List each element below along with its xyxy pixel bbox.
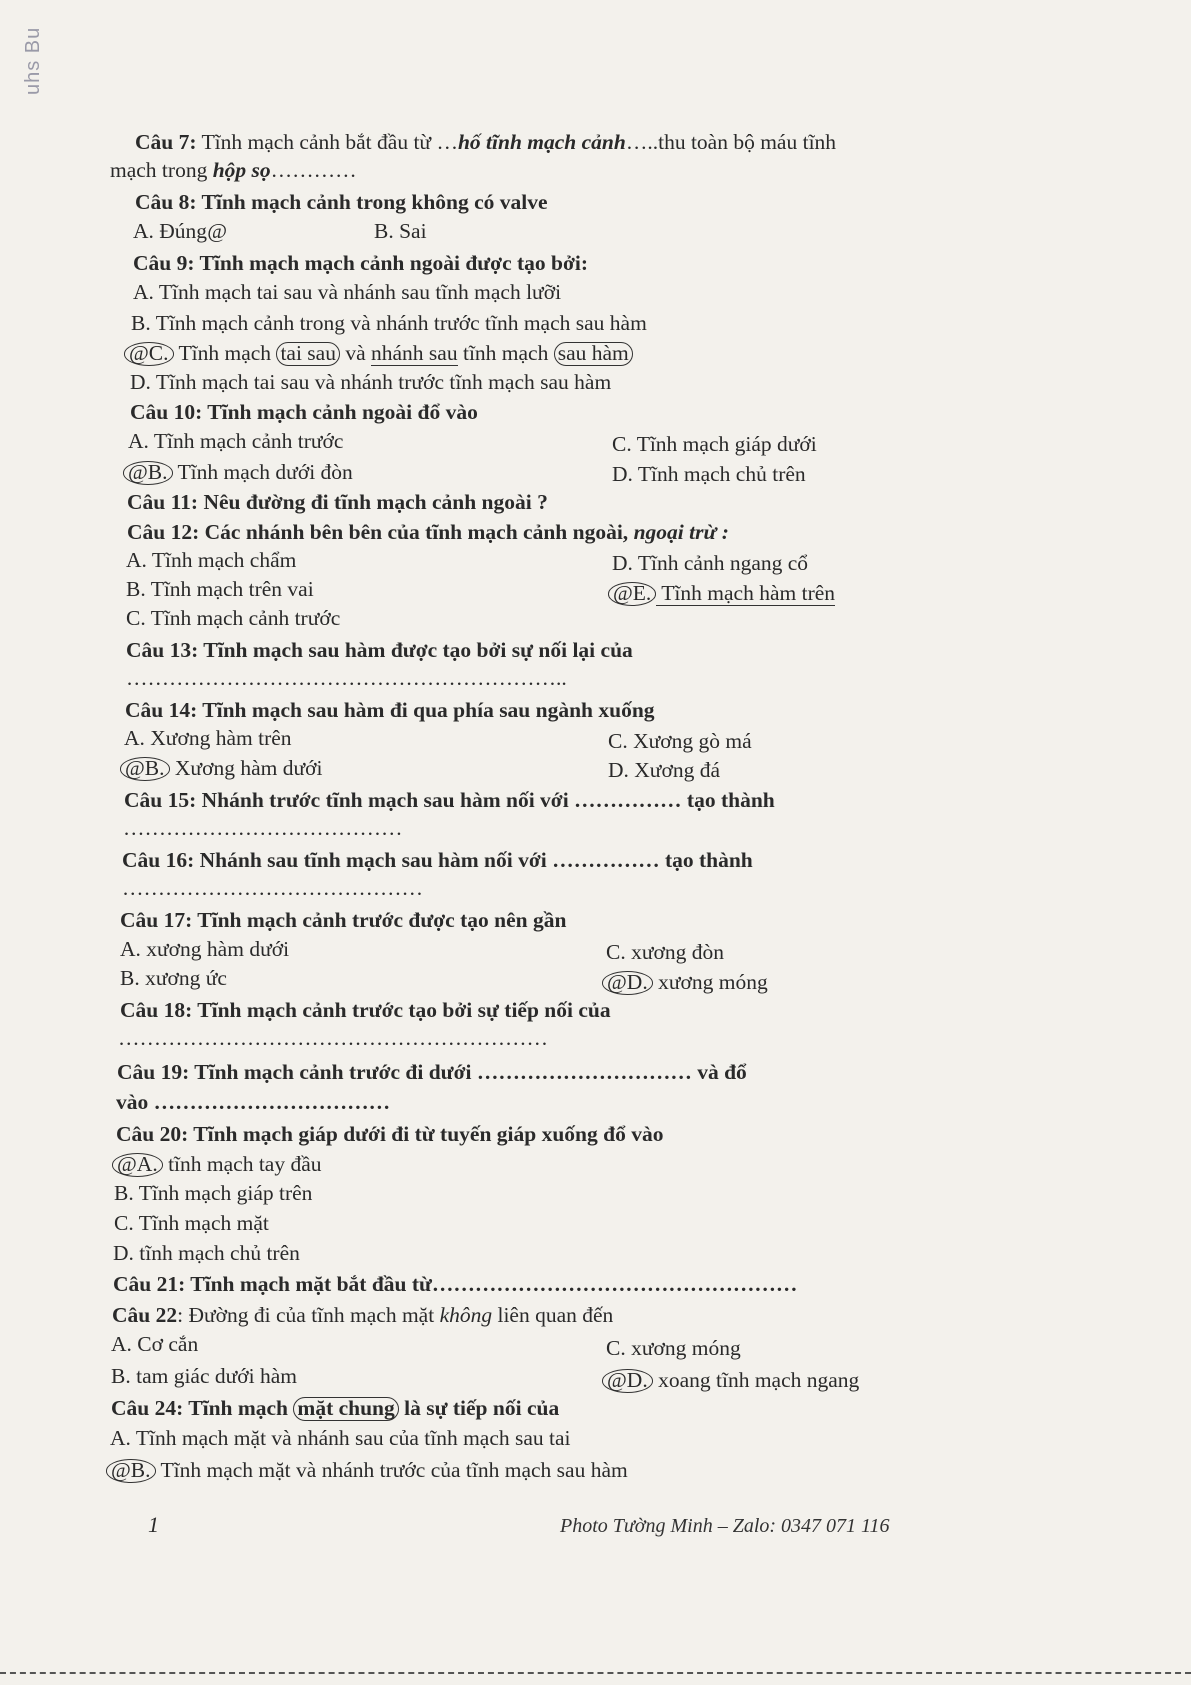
q14-option-c: C. Xương gò má bbox=[608, 729, 752, 753]
q16-blank: …………………………………… bbox=[122, 876, 423, 900]
q12-except: ngoại trừ : bbox=[633, 520, 729, 544]
q10-heading: Câu 10: Tĩnh mạch cảnh ngoài đổ vào bbox=[130, 400, 478, 424]
q14-option-a: A. Xương hàm trên bbox=[124, 726, 292, 750]
q13-blank: …………………………………………………….. bbox=[126, 666, 567, 690]
q7b-fill: hộp sọ bbox=[212, 158, 271, 182]
q9-c-part5: tĩnh mạch bbox=[457, 341, 554, 365]
q8-a-text: A. Đúng bbox=[133, 219, 208, 243]
q24-end: là sự tiếp nối của bbox=[398, 1396, 560, 1420]
q7-line1 bbox=[135, 132, 836, 154]
q8-heading: Câu 8: Tĩnh mạch cảnh trong không có valve bbox=[135, 190, 548, 214]
q12-text: Câu 12: Các nhánh bên bên của tĩnh mạch cảnh ngoài, bbox=[127, 520, 634, 544]
q9-option-d: D. Tĩnh mạch tai sau và nhánh trước tĩnh mạch sau hàm bbox=[130, 370, 612, 394]
q24-text: Câu 24: Tĩnh mạch bbox=[111, 1396, 294, 1420]
q20-heading: Câu 20: Tĩnh mạch giáp dưới đi từ tuyến giáp xuống đổ vào bbox=[116, 1122, 664, 1146]
q14-b-text: Xương hàm dưới bbox=[169, 756, 323, 780]
q10-option-b bbox=[127, 461, 353, 485]
q15-heading: Câu 15: Nhánh trước tĩnh mạch sau hàm nối với …………… tạo thành bbox=[124, 788, 775, 812]
q22-option-c: C. xương móng bbox=[606, 1336, 741, 1360]
q9-option-a: A. Tĩnh mạch tai sau và nhánh sau tĩnh mạch lưỡi bbox=[133, 280, 562, 304]
q19-line2: vào …………………………… bbox=[116, 1090, 391, 1114]
q7-fill: hố tĩnh mạch cảnh bbox=[457, 130, 626, 154]
q9-c-part1: Tĩnh mạch bbox=[178, 341, 277, 365]
q20-a-text: tĩnh mạch tay đầu bbox=[162, 1152, 322, 1176]
q24-heading bbox=[111, 1397, 559, 1421]
q9-c-underlined: nhánh sau bbox=[371, 341, 458, 365]
q24-b-text: Tĩnh mạch mặt và nhánh trước của tĩnh mạch sau hàm bbox=[155, 1458, 628, 1482]
answer-circle: @D. bbox=[602, 971, 653, 995]
q7-label: Câu 7: bbox=[135, 130, 197, 154]
q17-option-a: A. xương hàm dưới bbox=[120, 937, 290, 961]
q9-option-c bbox=[128, 342, 633, 366]
answer-circle: @A. bbox=[112, 1153, 163, 1177]
q7b-text: mạch trong bbox=[110, 158, 213, 182]
q24-option-a: A. Tĩnh mạch mặt và nhánh sau của tĩnh mạch sau tai bbox=[110, 1426, 571, 1450]
q16-heading: Câu 16: Nhánh sau tĩnh mạch sau hàm nối với …………… tạo thành bbox=[122, 848, 753, 872]
q22-option-b: B. tam giác dưới hàm bbox=[111, 1364, 298, 1388]
q12-option-b: B. Tĩnh mạch trên vai bbox=[126, 577, 314, 601]
q17-option-b: B. xương ức bbox=[120, 966, 227, 990]
q22-end: liên quan đến bbox=[492, 1303, 614, 1327]
q20-option-a bbox=[116, 1153, 322, 1177]
q14-heading: Câu 14: Tĩnh mạch sau hàm đi qua phía sau ngành xuống bbox=[125, 698, 655, 722]
q18-blank: …………………………………………………… bbox=[118, 1026, 548, 1050]
q12-option-c: C. Tĩnh mạch cảnh trước bbox=[126, 606, 341, 630]
answer-circle: @B. bbox=[120, 757, 170, 781]
q15-blank: ………………………………… bbox=[123, 816, 403, 840]
q22-option-a: A. Cơ cắn bbox=[111, 1332, 199, 1356]
q17-heading: Câu 17: Tĩnh mạch cảnh trước được tạo nên gần bbox=[120, 908, 567, 932]
q22-not: không bbox=[439, 1303, 493, 1327]
q9-option-b: B. Tĩnh mạch cảnh trong và nhánh trước tĩnh mạch sau hàm bbox=[131, 311, 647, 335]
q17-option-c: C. xương đòn bbox=[606, 940, 724, 964]
bottom-divider bbox=[0, 1672, 1191, 1678]
q9-c-part3: và bbox=[339, 341, 372, 365]
q22-text: : Đường đi của tĩnh mạch mặt bbox=[177, 1303, 440, 1327]
q14-option-d: D. Xương đá bbox=[608, 758, 720, 782]
q7-end: …..thu toàn bộ máu tĩnh bbox=[625, 130, 837, 154]
q9-c-circled-sau-ham: sau hàm bbox=[554, 342, 633, 366]
q14-option-b bbox=[124, 757, 322, 781]
q18-heading: Câu 18: Tĩnh mạch cảnh trước tạo bởi sự tiếp nối của bbox=[120, 998, 611, 1022]
q7-line2 bbox=[110, 160, 357, 182]
q22-option-d bbox=[606, 1369, 859, 1393]
q17-option-d bbox=[606, 971, 768, 995]
q10-b-text: Tĩnh mạch dưới đòn bbox=[172, 460, 353, 484]
answer-circle: @E. bbox=[608, 582, 656, 606]
q12-option-e bbox=[612, 582, 835, 606]
q11-heading: Câu 11: Nêu đường đi tĩnh mạch cảnh ngoài ? bbox=[127, 490, 548, 514]
q9-c-circled-tai-sau: tai sau bbox=[276, 342, 340, 366]
q24-circled: mặt chung bbox=[293, 1397, 398, 1421]
q12-option-d: D. Tĩnh cảnh ngang cổ bbox=[612, 551, 809, 575]
q24-option-b bbox=[110, 1459, 628, 1483]
q21-heading: Câu 21: Tĩnh mạch mặt bắt đầu từ…………………………………………… bbox=[113, 1272, 798, 1296]
q20-option-c: C. Tĩnh mạch mặt bbox=[114, 1211, 269, 1235]
q12-option-a: A. Tĩnh mạch chẩm bbox=[126, 548, 297, 572]
page-number: 1 bbox=[148, 1512, 159, 1537]
answer-circle: @D. bbox=[602, 1369, 653, 1393]
answer-circle: @C. bbox=[124, 342, 174, 366]
q17-d-text: xương móng bbox=[652, 970, 768, 994]
q19-heading: Câu 19: Tĩnh mạch cảnh trước đi dưới ………………………… và đổ bbox=[117, 1060, 747, 1084]
footer-credit: Photo Tường Minh – Zalo: 0347 071 116 bbox=[560, 1515, 890, 1537]
q8-option-b: B. Sai bbox=[374, 219, 427, 243]
q12-e-text: Tĩnh mạch hàm trên bbox=[656, 581, 836, 605]
q20-option-b: B. Tĩnh mạch giáp trên bbox=[114, 1181, 313, 1205]
q8-option-a bbox=[133, 221, 227, 243]
answer-mark: @ bbox=[207, 219, 227, 243]
q7b-dots: ………… bbox=[270, 158, 357, 182]
answer-circle: @B. bbox=[123, 461, 173, 485]
q22-d-text: xoang tĩnh mạch ngang bbox=[652, 1368, 860, 1392]
q10-option-d: D. Tĩnh mạch chủ trên bbox=[612, 462, 806, 486]
q22-label: Câu 22 bbox=[112, 1303, 178, 1327]
margin-note: uhs Bu bbox=[22, 26, 44, 95]
q20-option-d: D. tĩnh mạch chủ trên bbox=[113, 1241, 300, 1265]
q22-heading bbox=[112, 1305, 613, 1327]
q10-option-a: A. Tĩnh mạch cảnh trước bbox=[128, 429, 344, 453]
q10-option-c: C. Tĩnh mạch giáp dưới bbox=[612, 432, 817, 456]
q7-text: Tĩnh mạch cảnh bắt đầu từ … bbox=[196, 130, 458, 154]
q9-heading: Câu 9: Tĩnh mạch mạch cảnh ngoài được tạo bởi: bbox=[133, 251, 589, 275]
q13-heading: Câu 13: Tĩnh mạch sau hàm được tạo bởi sự nối lại của bbox=[126, 638, 633, 662]
answer-circle: @B. bbox=[106, 1459, 156, 1483]
q12-heading bbox=[127, 522, 729, 544]
